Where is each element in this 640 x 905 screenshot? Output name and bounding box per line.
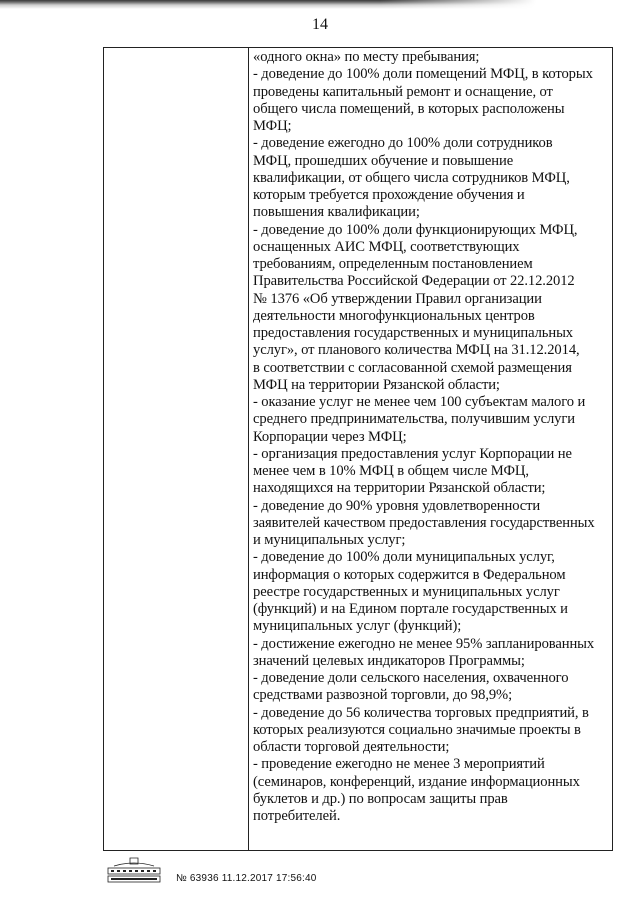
text-line: в соответствии с согласованной схемой размещения <box>253 359 572 376</box>
text-line: - проведение ежегодно не менее 3 мероприятий <box>253 756 545 773</box>
text-line: средствами развозной торговли, до 98,9%; <box>253 687 513 704</box>
text-line: «одного окна» по месту пребывания; <box>253 49 480 65</box>
text-line: которым требуется прохождение обучения и <box>253 187 525 203</box>
text-line: области торговой деятельности; <box>253 739 450 755</box>
text-line: заявителей качеством предоставления государственных <box>253 514 595 531</box>
text-line: - доведение до 100% доли функционирующих МФЦ, <box>253 221 578 238</box>
text-line: буклетов и др.) по вопросам защиты прав <box>253 790 508 807</box>
text-line: - организация предоставления услуг Корпорации не <box>253 445 572 462</box>
text-line: - доведение до 56 количества торговых предприятий, в <box>253 704 589 721</box>
text-line: (функций) и на Едином портале государственных и <box>253 601 568 617</box>
text-line: требованиям, определенным постановлением <box>253 256 533 272</box>
column-divider <box>248 48 249 850</box>
text-line: значений целевых индикаторов Программы; <box>253 652 525 669</box>
text-line: реестре государственных и муниципальных услуг <box>253 583 560 600</box>
document-table <box>103 47 613 851</box>
text-line: МФЦ, прошедших обучение и повышение <box>253 152 514 169</box>
text-line: услуг», от планового количества МФЦ на 31.12.2014, <box>253 342 580 359</box>
table-cell-text <box>253 49 617 825</box>
text-line: повышения квалификации; <box>253 204 420 221</box>
text-line: - доведение ежегодно до 100% доли сотрудников <box>253 135 553 152</box>
registration-number: № 63936 11.12.2017 17:56:40 <box>176 873 317 884</box>
text-line: деятельности многофункциональных центров <box>253 307 535 324</box>
text-line: - доведение до 90% уровня удовлетворенности <box>253 497 541 514</box>
text-line: и муниципальных услуг; <box>253 532 406 548</box>
text-line: общего числа помещений, в которых расположены <box>253 100 565 117</box>
text-line: квалификации, от общего числа сотрудников МФЦ, <box>253 169 570 186</box>
text-line: менее чем в 10% МФЦ в общем числе МФЦ, <box>253 463 529 479</box>
text-line: МФЦ; <box>253 118 292 134</box>
text-line: Правительства Российской Федерации от 22.12.2012 <box>253 273 575 290</box>
scan-edge <box>0 0 640 10</box>
text-line: информация о которых содержится в Федеральном <box>253 566 566 583</box>
text-line: потребителей. <box>253 808 341 824</box>
text-line: - достижение ежегодно не менее 95% запланированных <box>253 635 595 652</box>
text-line: - доведение до 100% доли муниципальных услуг, <box>253 549 555 566</box>
text-line: муниципальных услуг (функций); <box>253 618 462 635</box>
text-line: Корпорации через МФЦ; <box>253 428 407 445</box>
page-number: 14 <box>312 16 328 33</box>
text-line: № 1376 «Об утверждении Правил организации <box>253 290 542 307</box>
text-line: - доведение до 100% доли помещений МФЦ, в которых <box>253 66 593 83</box>
stamp-logo <box>104 856 164 886</box>
text-line: проведены капитальный ремонт и оснащение, от <box>253 83 553 100</box>
text-line: предоставления государственных и муниципальных <box>253 325 573 341</box>
text-line: среднего предпринимательства, получившим услуги <box>253 411 575 428</box>
text-line: находящихся на территории Рязанской области; <box>253 480 546 497</box>
text-line: - доведение доли сельского населения, охваченного <box>253 670 569 686</box>
text-line: МФЦ на территории Рязанской области; <box>253 376 500 393</box>
text-line: которых реализуются социально значимые проекты в <box>253 721 581 738</box>
text-line: (семинаров, конференций, издание информационных <box>253 773 580 790</box>
text-line: - оказание услуг не менее чем 100 субъектам малого и <box>253 394 586 410</box>
text-line: оснащенных АИС МФЦ, соответствующих <box>253 238 520 255</box>
